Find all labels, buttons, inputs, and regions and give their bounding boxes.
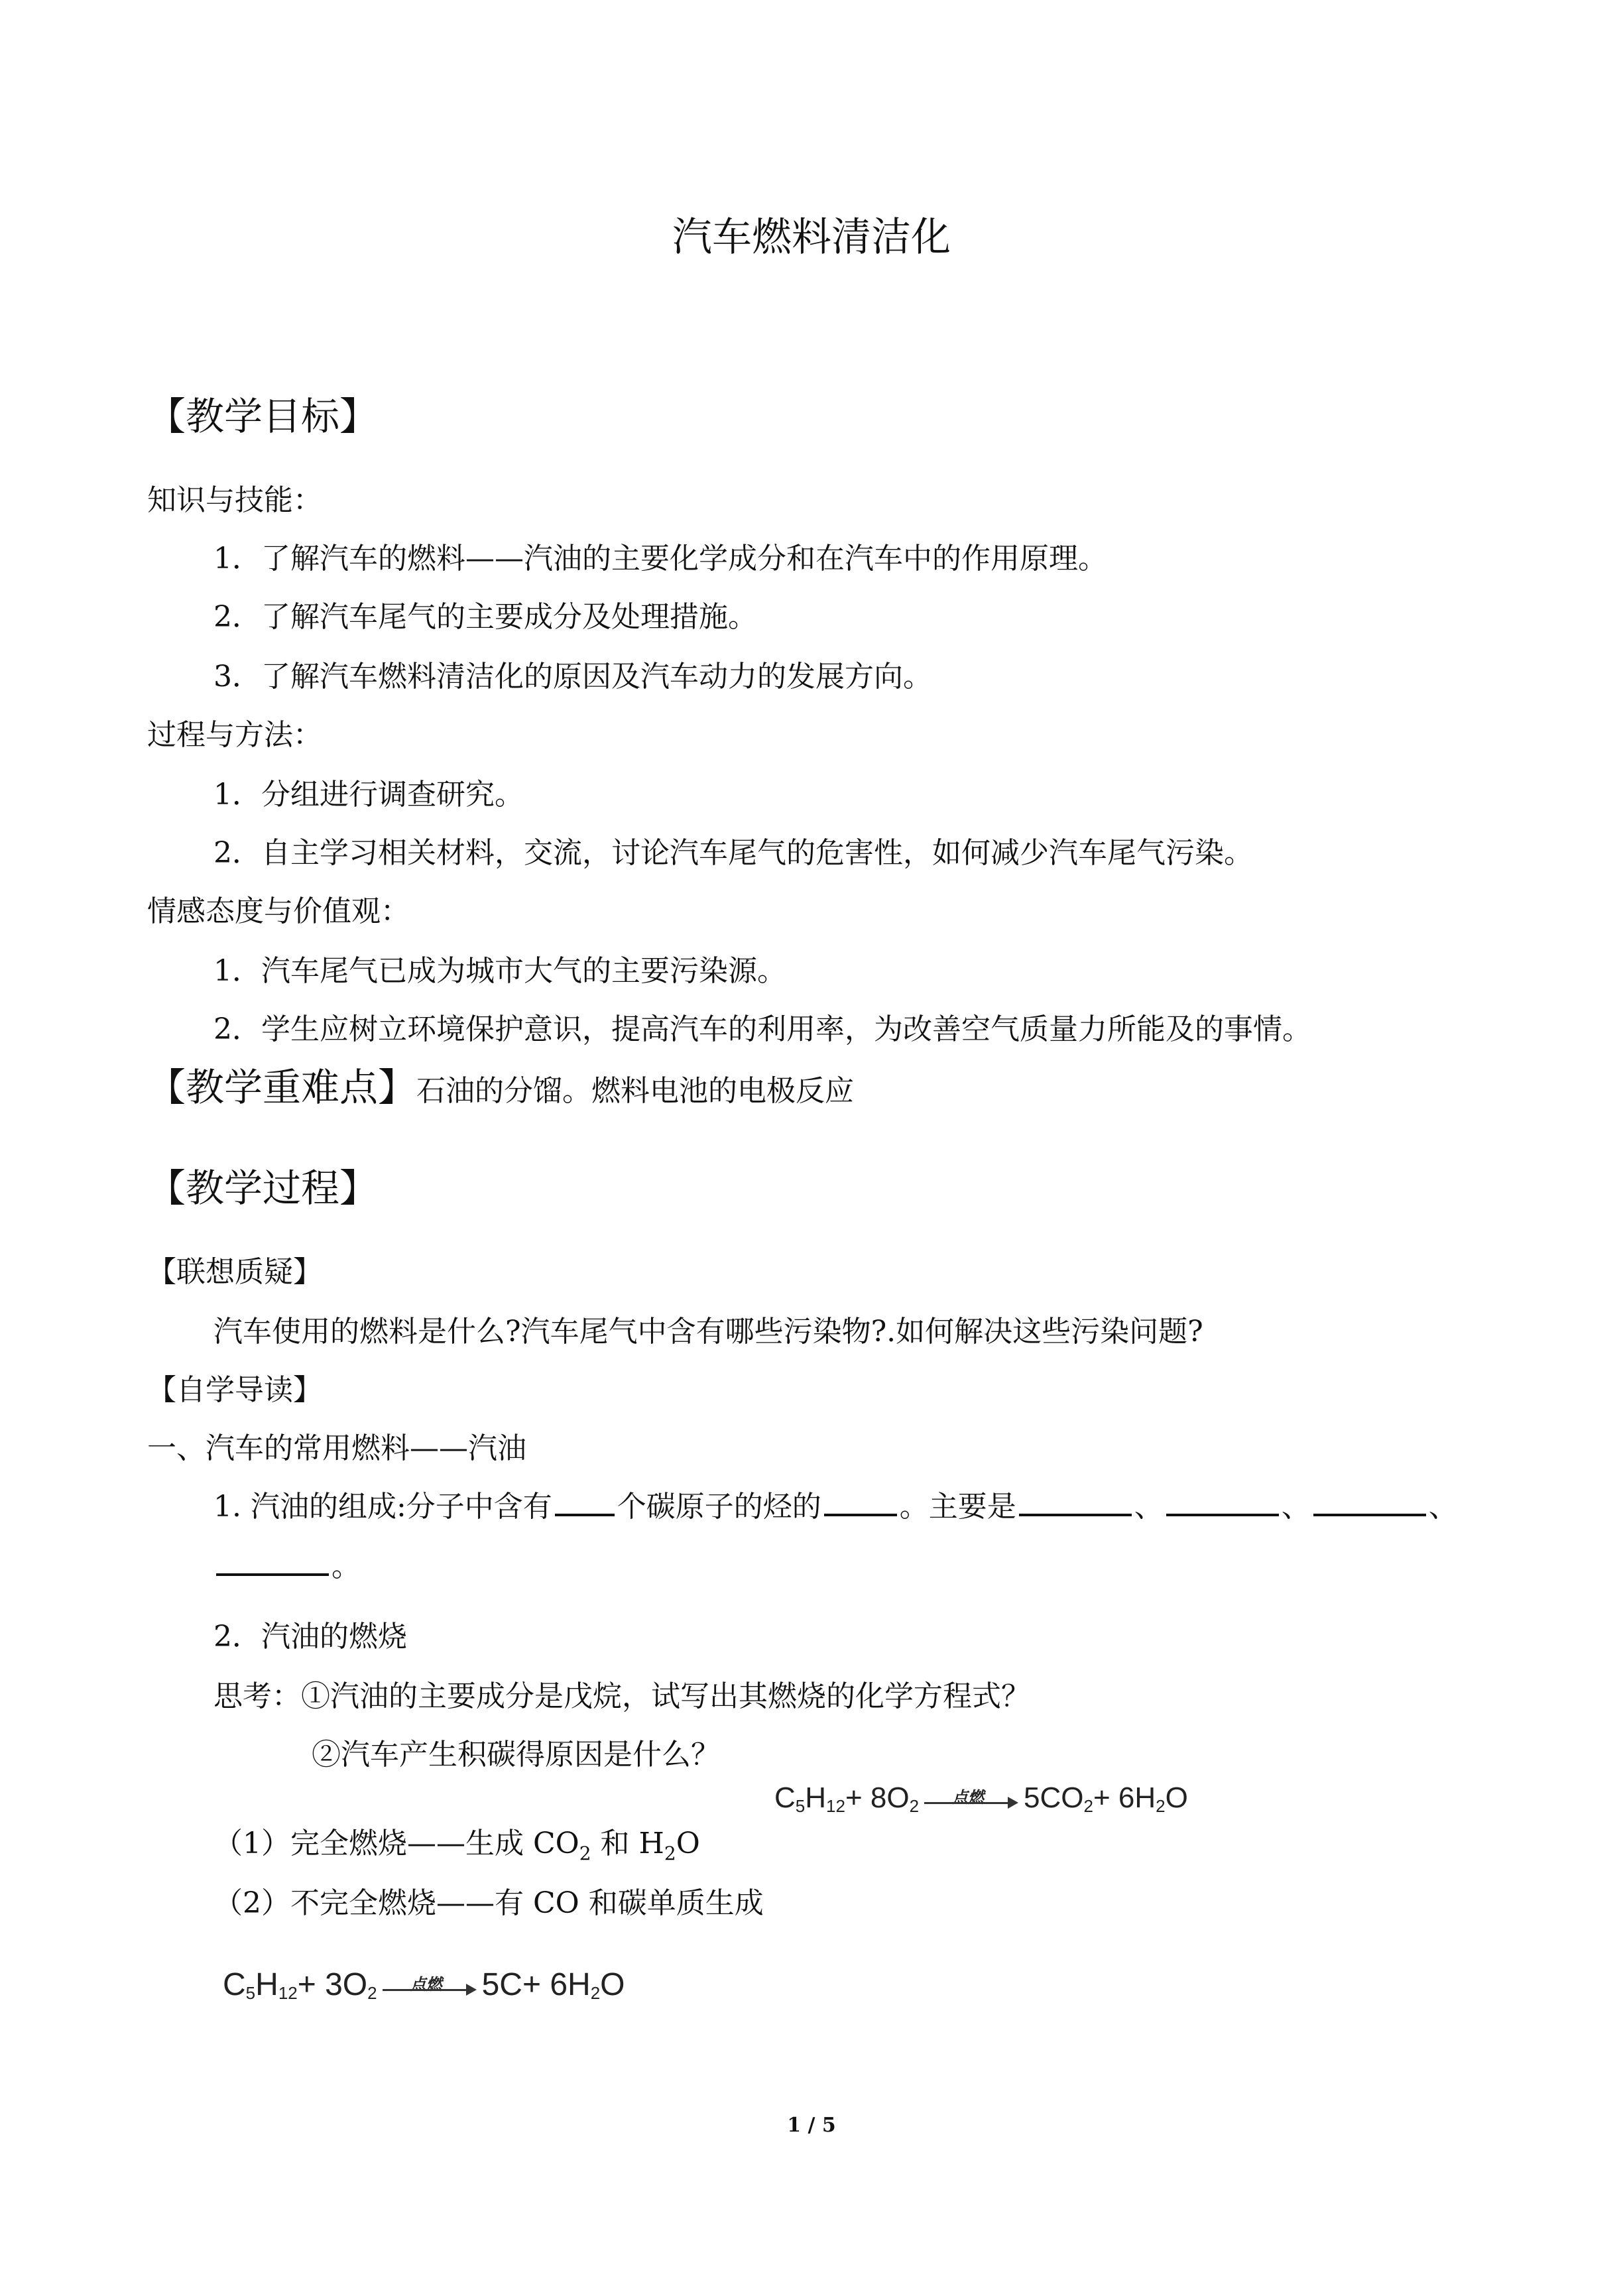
- blank-component-3[interactable]: [1313, 1487, 1426, 1516]
- eq2-carbon: C: [223, 1967, 246, 2002]
- complete-text-1: （1）完全燃烧——生成 CO: [213, 1827, 579, 1860]
- blank-component-4[interactable]: [216, 1547, 329, 1576]
- knowledge-item-3: 3．了解汽车燃料清洁化的原因及汽车动力的发展方向。: [213, 660, 932, 694]
- key-points-heading: 【教学重难点】: [147, 1065, 417, 1110]
- composition-sep2: 、: [1281, 1490, 1311, 1524]
- process-label: 过程与方法：: [147, 718, 322, 752]
- knowledge-item-1: 1．了解汽车的燃料——汽油的主要化学成分和在汽车中的作用原理。: [213, 542, 1107, 575]
- composition-sep1: 、: [1134, 1490, 1164, 1524]
- complete-text-2: 和 H: [591, 1827, 664, 1860]
- key-points-text: 石油的分馏。燃料电池的电极反应: [416, 1074, 855, 1108]
- eq2-oxygen-sub: 2: [367, 1983, 377, 2003]
- eq1-hydrogen-sub: 12: [826, 1796, 845, 1816]
- eq1-co2-sub: 2: [1083, 1796, 1093, 1816]
- emotion-item-2: 2．学生应树立环境保护意识，提高汽车的利用率，为改善空气质量力所能及的事情。: [213, 1012, 1311, 1046]
- complete-text-3: O: [676, 1827, 700, 1860]
- complete-combustion: [213, 1822, 700, 1876]
- composition-line-2: [213, 1545, 361, 1589]
- process-item-2: 2．自主学习相关材料，交流，讨论汽车尾气的危害性，如何减少汽车尾气污染。: [213, 836, 1253, 870]
- burning-title: 2．汽油的燃烧: [213, 1620, 407, 1654]
- objectives-heading: 【教学目标】: [147, 394, 379, 439]
- complete-sub-2: 2: [664, 1842, 676, 1864]
- think-label: 思考：: [213, 1679, 301, 1713]
- page-number: 1 / 5: [787, 2114, 836, 2137]
- eq1-co2: 5CO: [1024, 1782, 1084, 1814]
- eq1-water: + 6H: [1093, 1782, 1156, 1814]
- eq1-oxygen: + 8O: [845, 1782, 910, 1814]
- eq2-condition: 点燃: [410, 1976, 442, 1994]
- eq1-condition: 点燃: [952, 1789, 985, 1807]
- eq1-arrow: [922, 1778, 1021, 1818]
- equation-incomplete-combustion: [223, 1965, 625, 2005]
- process-item-1: 1．分组进行调查研究。: [213, 778, 524, 812]
- eq2-carbon-sub: 5: [245, 1983, 256, 2003]
- composition-mid2: 。主要是: [899, 1490, 1016, 1524]
- eq1-carbon-sub: 5: [795, 1796, 806, 1816]
- eq2-oxygen: + 3O: [297, 1967, 368, 2002]
- blank-component-1[interactable]: [1019, 1487, 1132, 1516]
- blank-mixture[interactable]: [824, 1487, 897, 1516]
- emotion-label: 情感态度与价值观：: [147, 894, 410, 928]
- association-text: 汽车使用的燃料是什么?汽车尾气中含有哪些污染物?.如何解决这些污染问题?: [213, 1315, 1203, 1349]
- eq2-water-sub: 2: [590, 1983, 601, 2003]
- process-heading: 【教学过程】: [147, 1166, 379, 1211]
- composition-prefix: 1. 汽油的组成:分子中含有: [213, 1490, 552, 1524]
- eq2-water-o: O: [600, 1967, 625, 2002]
- eq2-arrow: [380, 1965, 479, 2005]
- part1-title: 一、汽车的常用燃料——汽油: [147, 1431, 526, 1465]
- think-line-1: [213, 1675, 1030, 1719]
- composition-line: [213, 1485, 1458, 1529]
- eq1-water-sub: 2: [1156, 1796, 1166, 1816]
- think-question-2: ②汽车产生积碳得原因是什么？: [312, 1738, 720, 1772]
- incomplete-combustion: （2）不完全燃烧——有 CO 和碳单质生成: [213, 1886, 764, 1920]
- association-label: 【联想质疑】: [147, 1255, 322, 1289]
- eq1-oxygen-sub: 2: [909, 1796, 920, 1816]
- eq2-hydrogen: H: [255, 1967, 278, 2002]
- eq1-carbon: C: [774, 1782, 796, 1814]
- eq1-water-o: O: [1165, 1782, 1188, 1814]
- eq2-carbon-product: 5C: [481, 1967, 522, 2002]
- equation-complete-combustion: [774, 1778, 1188, 1818]
- page-title: 汽车燃料清洁化: [672, 214, 951, 261]
- key-points: [147, 1061, 854, 1114]
- composition-end: 。: [331, 1549, 361, 1583]
- complete-sub-1: 2: [579, 1842, 591, 1864]
- eq2-hydrogen-sub: 12: [278, 1983, 298, 2003]
- blank-component-2[interactable]: [1166, 1487, 1279, 1516]
- composition-sep3: 、: [1428, 1490, 1458, 1524]
- knowledge-label: 知识与技能：: [147, 483, 322, 517]
- knowledge-item-2: 2．了解汽车尾气的主要成分及处理措施。: [213, 600, 757, 634]
- composition-mid1: 个碳原子的烃的: [617, 1490, 821, 1524]
- blank-carbon-count[interactable]: [555, 1487, 615, 1516]
- eq1-hydrogen: H: [805, 1782, 827, 1814]
- selfstudy-label: 【自学导读】: [147, 1373, 322, 1407]
- emotion-item-1: 1．汽车尾气已成为城市大气的主要污染源。: [213, 954, 786, 988]
- eq2-water: + 6H: [522, 1967, 591, 2002]
- think-question-1: ①汽油的主要成分是戊烷，试写出其燃烧的化学方程式？: [301, 1679, 1030, 1713]
